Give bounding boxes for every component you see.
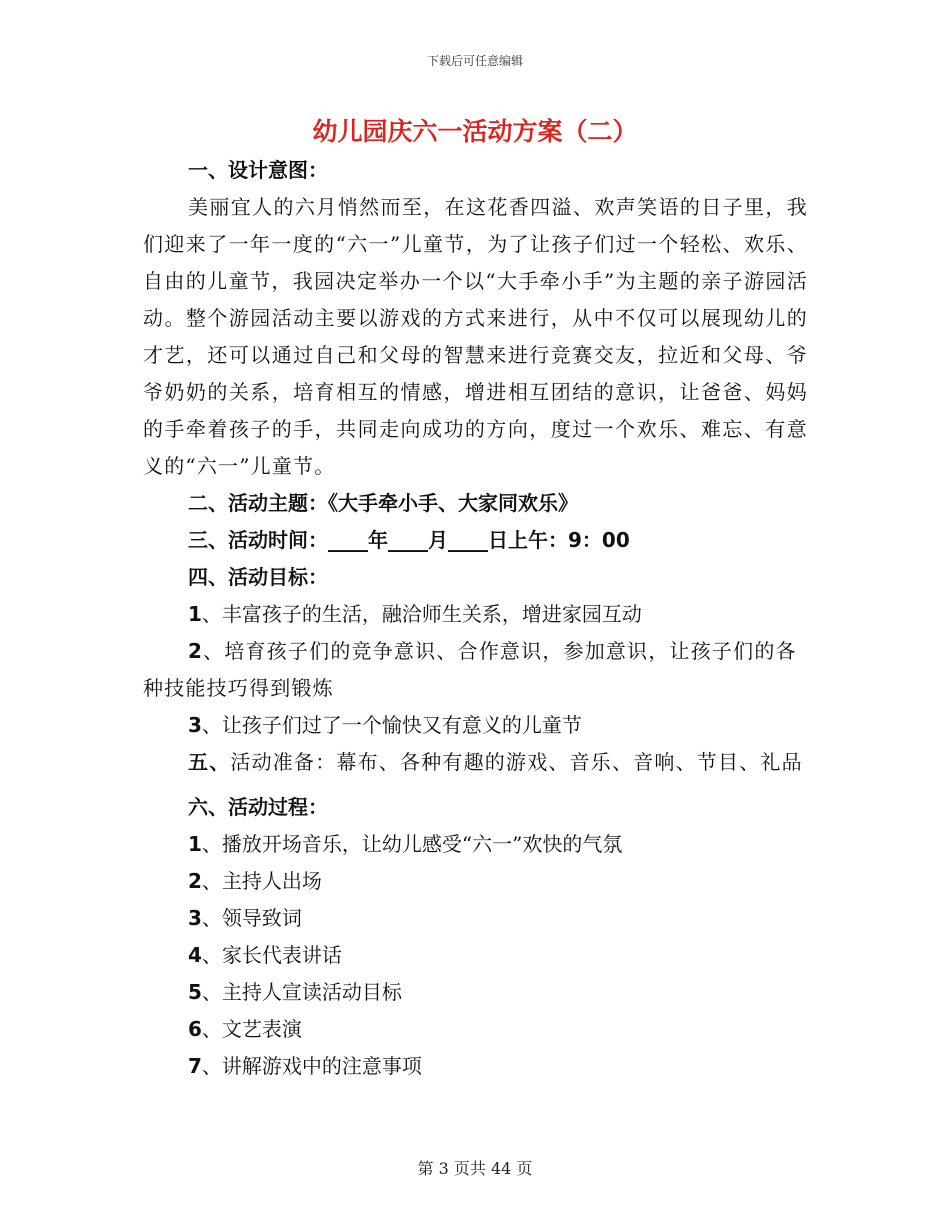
section-theme: 二、活动主题：《大手牵小手、大家同欢乐》 bbox=[188, 491, 578, 515]
document-body bbox=[143, 152, 808, 1085]
process-item bbox=[143, 974, 808, 1011]
process-item bbox=[143, 826, 808, 863]
process-number: 4 bbox=[188, 943, 202, 967]
goal-item bbox=[143, 596, 808, 633]
process-item bbox=[143, 1011, 808, 1048]
goal-number: 1 bbox=[188, 602, 202, 626]
goal-text: 、丰富孩子的生活，融洽师生关系，增进家园互动 bbox=[201, 602, 642, 626]
goal-item bbox=[143, 633, 808, 707]
prep-text: 活动准备：幕布、各种有趣的游戏、音乐、音响、节目、礼品 bbox=[230, 750, 803, 774]
goal-item bbox=[143, 707, 808, 744]
process-number: 6 bbox=[188, 1017, 202, 1041]
goal-text: 、让孩子们过了一个愉快又有意义的儿童节 bbox=[201, 713, 582, 737]
process-text: 、讲解游戏中的注意事项 bbox=[201, 1054, 422, 1078]
process-item bbox=[143, 900, 808, 937]
process-number: 3 bbox=[188, 906, 202, 930]
process-number: 5 bbox=[188, 980, 202, 1004]
page-footer: 第 3 页共 44 页 bbox=[417, 1159, 533, 1178]
section-heading-process: 六、活动过程： bbox=[188, 795, 328, 819]
process-item bbox=[143, 1048, 808, 1085]
prep-label: 五、 bbox=[188, 750, 231, 774]
process-number: 1 bbox=[188, 832, 202, 856]
section-heading-goals: 四、活动目标： bbox=[188, 565, 328, 589]
header-note: 下载后可任意编辑 bbox=[426, 54, 523, 68]
process-text: 、领导致词 bbox=[201, 906, 302, 930]
document-title: 幼儿园庆六一活动方案（二） bbox=[312, 117, 638, 146]
process-item bbox=[143, 863, 808, 900]
goal-number: 3 bbox=[188, 713, 202, 737]
section-prep bbox=[143, 744, 808, 781]
process-text: 、播放开场音乐，让幼儿感受“六一”欢快的气氛 bbox=[201, 832, 623, 856]
process-text: 、文艺表演 bbox=[201, 1017, 302, 1041]
process-number: 2 bbox=[188, 869, 202, 893]
goal-text: 、培育孩子们的竞争意识、合作意识，参加意识，让孩子们的各种技能技巧得到锻炼 bbox=[143, 639, 797, 700]
process-text: 、主持人出场 bbox=[201, 869, 322, 893]
process-text: 、家长代表讲话 bbox=[201, 943, 342, 967]
goal-number: 2 bbox=[188, 639, 204, 663]
section-heading-design: 一、设计意图： bbox=[188, 158, 328, 182]
section-time: 三、活动时间：____年____月____日上午：9：00 bbox=[188, 528, 630, 552]
process-number: 7 bbox=[188, 1054, 202, 1078]
process-item bbox=[143, 937, 808, 974]
process-text: 、主持人宣读活动目标 bbox=[201, 980, 402, 1004]
design-paragraph: 美丽宜人的六月悄然而至，在这花香四溢、欢声笑语的日子里，我们迎来了一年一度的“六一”儿童节，为了让孩子们过一个轻松、欢乐、自由的儿童节，我园决定举办一个以“大手牵小手”为主题的亲子游园活动。整个游园活动主要以游戏的方式来进行，从中不仅可以展现幼儿的才艺，还可以通过自己和父母的智慧来进行竞赛交友，拉近和父母、爷爷奶奶的关系，培育相互的情感，增进相互团结的意识，让爸爸、妈妈的手牵着孩子的手，共同走向成功的方向，度过一个欢乐、难忘、有意义的“六一”儿童节。 bbox=[143, 195, 808, 478]
